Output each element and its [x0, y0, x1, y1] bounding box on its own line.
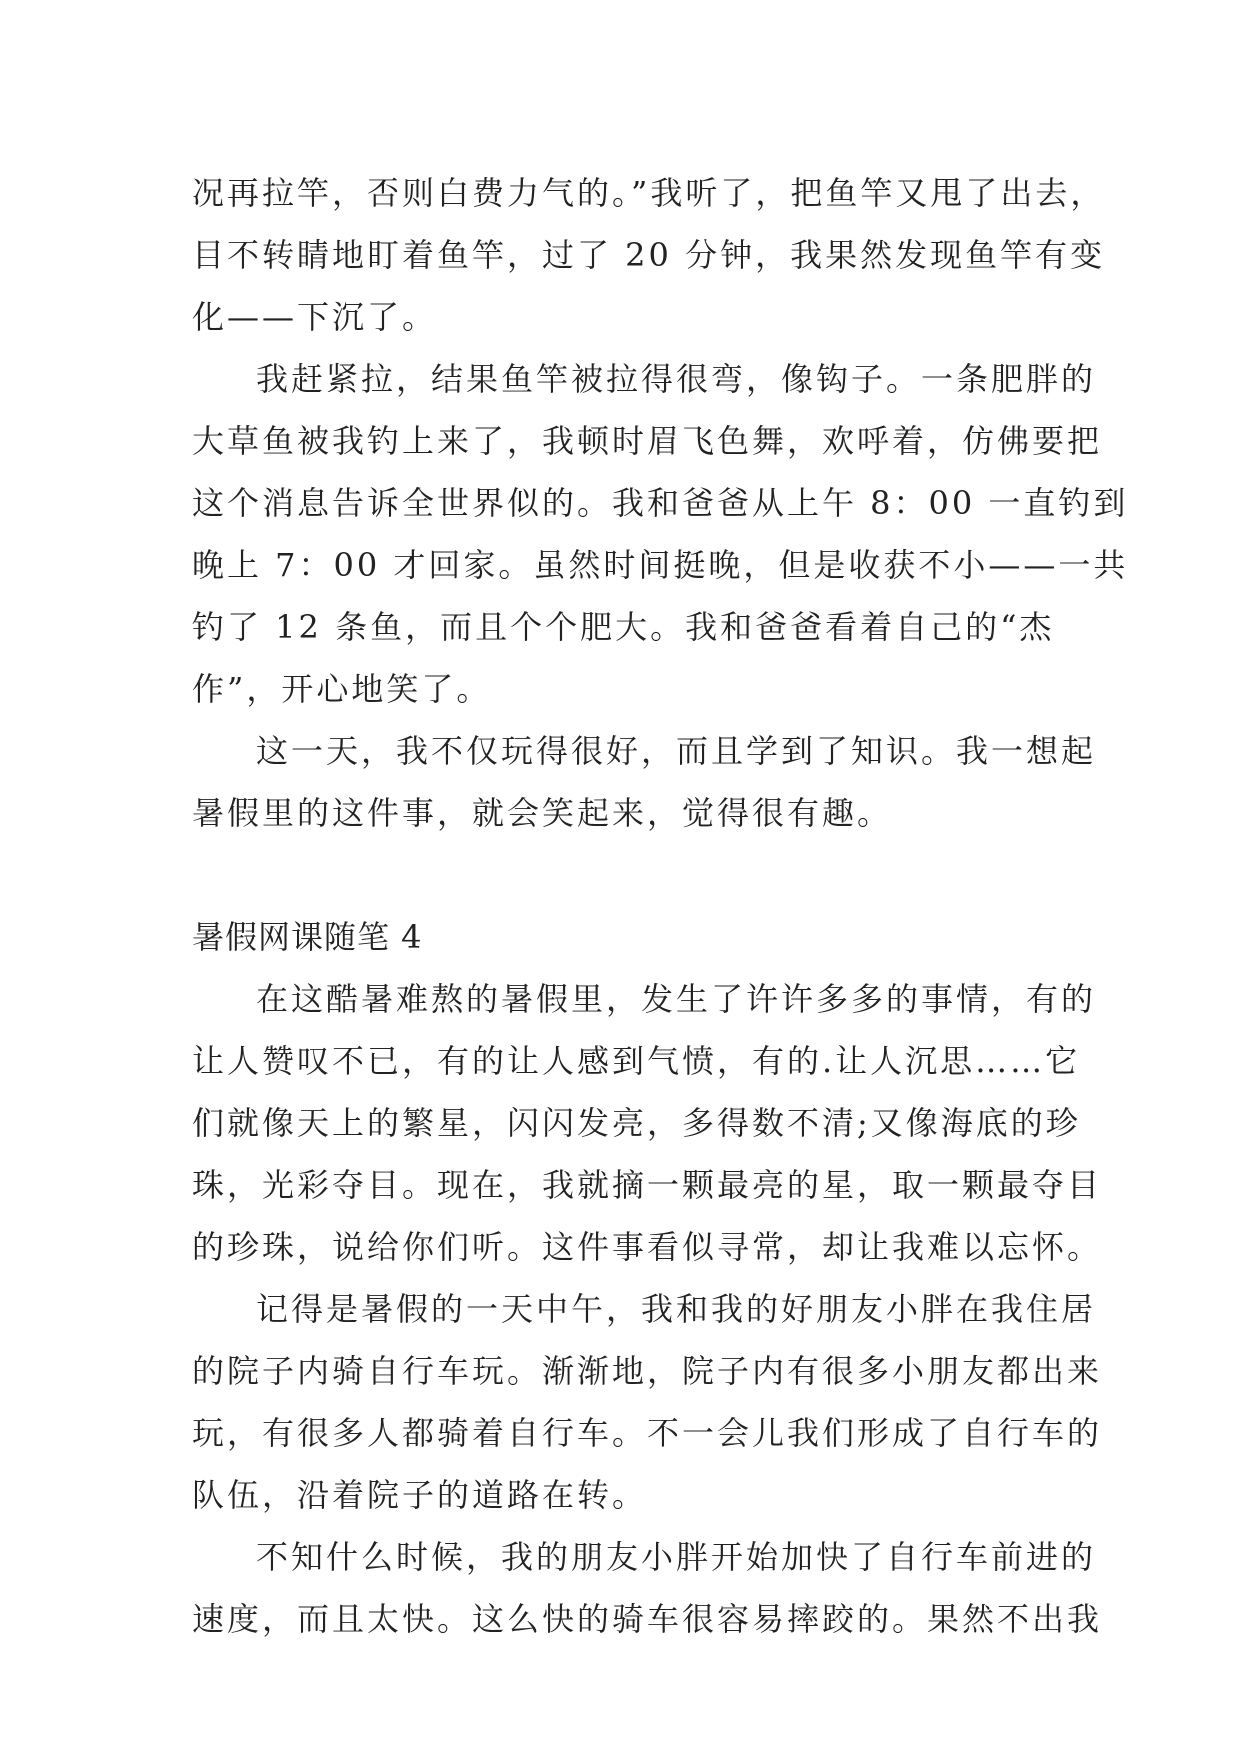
paragraph-bicycle — [192, 1278, 1103, 1526]
text-line: 们就像天上的繁星，闪闪发亮，多得数不清;又像海底的珍 — [192, 1104, 1081, 1142]
text-line: 化——下沉了。 — [192, 298, 438, 336]
paragraph-catching-fish — [192, 348, 1129, 720]
text-line: 钓了 12 条鱼，而且个个肥大。我和爸爸看着自己的“杰 — [192, 608, 1055, 646]
text-line: 让人赞叹不已，有的让人感到气愤，有的.让人沉思……它 — [192, 1042, 1081, 1080]
paragraph-conclusion — [192, 720, 1097, 844]
section-title: 暑假网课随笔 4 — [192, 918, 423, 956]
text-line: 况再拉竿，否则白费力气的。”我听了，把鱼竿又甩了出去， — [192, 174, 1106, 212]
text-line: 玩，有很多人都骑着自行车。不一会儿我们形成了自行车的 — [192, 1414, 1103, 1452]
text-line: 晚上 7：00 才回家。虽然时间挺晚，但是收获不小——一共 — [192, 546, 1129, 584]
text-line: 大草鱼被我钓上来了，我顿时眉飞色舞，欢呼着，仿佛要把 — [192, 422, 1103, 460]
text-line: 在这酷暑难熬的暑假里，发生了许许多多的事情，有的 — [256, 980, 1097, 1018]
paragraph-fishing-continued — [192, 162, 1106, 348]
paragraph-speeding — [192, 1526, 1103, 1650]
text-line: 珠，光彩夺目。现在，我就摘一颗最亮的星，取一颗最夺目 — [192, 1166, 1103, 1204]
text-line: 这一天，我不仅玩得很好，而且学到了知识。我一想起 — [256, 732, 1097, 770]
text-line: 作”，开心地笑了。 — [192, 670, 492, 708]
text-line: 这个消息告诉全世界似的。我和爸爸从上午 8：00 一直钓到 — [192, 484, 1129, 522]
text-line: 记得是暑假的一天中午，我和我的好朋友小胖在我住居 — [256, 1290, 1097, 1328]
text-line: 目不转睛地盯着鱼竿，过了 20 分钟，我果然发现鱼竿有变 — [192, 236, 1106, 274]
text-line: 暑假里的这件事，就会笑起来，觉得很有趣。 — [192, 794, 893, 832]
document-page — [192, 162, 1129, 1650]
text-line: 速度，而且太快。这么快的骑车很容易摔跤的。果然不出我 — [192, 1600, 1103, 1638]
text-line: 我赶紧拉，结果鱼竿被拉得很弯，像钩子。一条肥胖的 — [256, 360, 1097, 398]
text-line: 不知什么时候，我的朋友小胖开始加快了自行车前进的 — [256, 1538, 1097, 1576]
paragraph-intro — [192, 968, 1103, 1278]
text-line: 的院子内骑自行车玩。渐渐地，院子内有很多小朋友都出来 — [192, 1352, 1103, 1390]
text-line: 的珍珠，说给你们听。这件事看似寻常，却让我难以忘怀。 — [192, 1228, 1103, 1266]
text-line: 队伍，沿着院子的道路在转。 — [192, 1476, 648, 1514]
